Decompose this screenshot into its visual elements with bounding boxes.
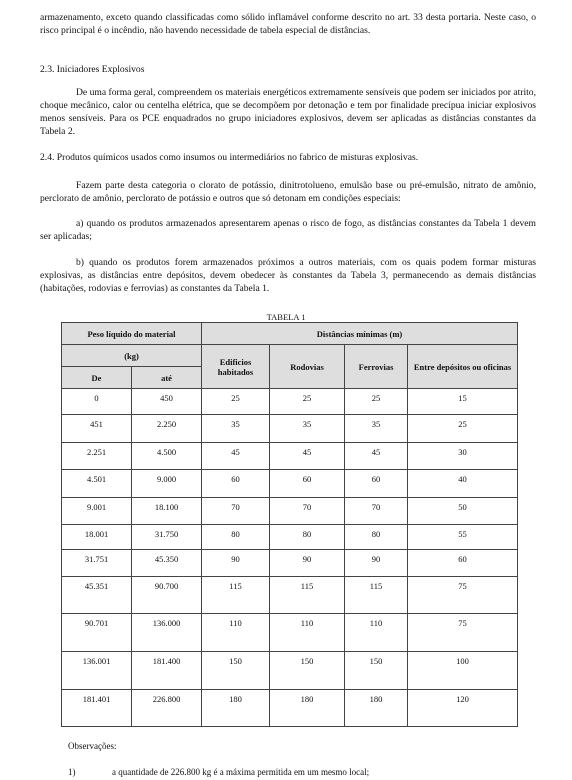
- paragraph-item-b: b) quando os produtos forem armazenados próximos a outros materiais, com os quais podem formar misturas explosivas, as distâncias entre depósitos, devem obedecer às constantes da Tabela 3, permanecendo as demais distâncias (habitações, rodovias e ferrovias) as constantes da Tabela 1.: [40, 257, 536, 294]
- cell-ferrovias: 90: [345, 550, 408, 577]
- table-row: [62, 443, 518, 470]
- paragraph-item-a: a) quando os produtos armazenados apresentarem apenas o risco de fogo, as distâncias constantes da Tabela 1 devem ser aplicadas;: [40, 218, 536, 242]
- cell-ate: 136.000: [132, 614, 202, 652]
- cell-ate: 226.800: [132, 690, 202, 727]
- cell-rodovias: 80: [270, 525, 345, 550]
- cell-rodovias: 70: [270, 498, 345, 525]
- cell-edificios: 25: [202, 389, 270, 415]
- header-unit-kg: (kg): [62, 345, 202, 367]
- cell-entre-depositos: 100: [408, 652, 518, 690]
- cell-ferrovias: 80: [345, 525, 408, 550]
- paragraph-continuation: armazenamento, exceto quando classificadas como sólido inflamável conforme descrito no art. 33 desta portaria. Neste caso, o risco principal é o incêndio, não havendo necessidade de tabela especial de distâncias.: [40, 12, 536, 36]
- cell-rodovias: 90: [270, 550, 345, 577]
- cell-entre-depositos: 75: [408, 577, 518, 614]
- header-ferrovias: Ferrovias: [345, 345, 408, 389]
- cell-rodovias: 60: [270, 470, 345, 498]
- cell-de: 4.501: [62, 470, 132, 498]
- note-item: [68, 767, 548, 777]
- cell-edificios: 150: [202, 652, 270, 690]
- table-row: [62, 577, 518, 614]
- cell-de: 18.001: [62, 525, 132, 550]
- cell-ferrovias: 45: [345, 443, 408, 470]
- cell-entre-depositos: 55: [408, 525, 518, 550]
- cell-ate: 2.250: [132, 415, 202, 443]
- cell-ferrovias: 115: [345, 577, 408, 614]
- cell-edificios: 90: [202, 550, 270, 577]
- cell-de: 45.351: [62, 577, 132, 614]
- cell-entre-depositos: 75: [408, 614, 518, 652]
- cell-edificios: 80: [202, 525, 270, 550]
- header-entre-depositos: Entre depósitos ou oficinas: [408, 345, 518, 389]
- header-peso-liquido: Peso líquido do material: [62, 323, 202, 345]
- cell-ate: 450: [132, 389, 202, 415]
- cell-edificios: 70: [202, 498, 270, 525]
- table-row: [62, 525, 518, 550]
- cell-entre-depositos: 25: [408, 415, 518, 443]
- cell-ate: 31.750: [132, 525, 202, 550]
- cell-rodovias: 45: [270, 443, 345, 470]
- table-row: [62, 498, 518, 525]
- cell-de: 0: [62, 389, 132, 415]
- table-caption: TABELA 1: [266, 312, 306, 322]
- cell-ferrovias: 70: [345, 498, 408, 525]
- table-row: [62, 470, 518, 498]
- cell-edificios: 110: [202, 614, 270, 652]
- cell-entre-depositos: 50: [408, 498, 518, 525]
- cell-ate: 45.350: [132, 550, 202, 577]
- cell-edificios: 45: [202, 443, 270, 470]
- header-ate: até: [132, 367, 202, 389]
- cell-edificios: 180: [202, 690, 270, 727]
- section-heading-2-3: 2.3. Iniciadores Explosivos: [40, 64, 145, 75]
- cell-ate: 181.400: [132, 652, 202, 690]
- observacoes-label: Observações:: [68, 741, 117, 751]
- cell-de: 136.001: [62, 652, 132, 690]
- cell-edificios: 115: [202, 577, 270, 614]
- header-edificios: Edificios habitados: [202, 345, 270, 389]
- cell-rodovias: 180: [270, 690, 345, 727]
- cell-de: 2.251: [62, 443, 132, 470]
- cell-ferrovias: 180: [345, 690, 408, 727]
- cell-ferrovias: 25: [345, 389, 408, 415]
- header-de: De: [62, 367, 132, 389]
- note-text: a quantidade de 226.800 kg é a máxima permitida em um mesmo local;: [112, 767, 370, 777]
- header-rodovias: Rodovias: [270, 345, 345, 389]
- cell-ferrovias: 60: [345, 470, 408, 498]
- table-row: [62, 690, 518, 727]
- cell-entre-depositos: 40: [408, 470, 518, 498]
- cell-rodovias: 110: [270, 614, 345, 652]
- paragraph-produtos-quimicos: Fazem parte desta categoria o clorato de potássio, dinitrotolueno, emulsão base ou pré-emulsão, nitrato de amônio, perclorato de amônio, perclorato de potássio e outros que só detonam em condições especiais:: [40, 180, 536, 204]
- cell-rodovias: 150: [270, 652, 345, 690]
- cell-rodovias: 115: [270, 577, 345, 614]
- cell-edificios: 60: [202, 470, 270, 498]
- cell-entre-depositos: 30: [408, 443, 518, 470]
- cell-de: 31.751: [62, 550, 132, 577]
- cell-rodovias: 35: [270, 415, 345, 443]
- cell-ate: 18.100: [132, 498, 202, 525]
- cell-rodovias: 25: [270, 389, 345, 415]
- cell-ate: 4.500: [132, 443, 202, 470]
- distance-table: [61, 322, 518, 727]
- table-row: [62, 614, 518, 652]
- section-heading-2-4: 2.4. Produtos químicos usados como insumos ou intermediários no fabrico de misturas explosivas.: [40, 152, 419, 163]
- cell-de: 451: [62, 415, 132, 443]
- cell-ferrovias: 110: [345, 614, 408, 652]
- cell-de: 90.701: [62, 614, 132, 652]
- cell-ate: 90.700: [132, 577, 202, 614]
- cell-entre-depositos: 60: [408, 550, 518, 577]
- cell-ate: 9.000: [132, 470, 202, 498]
- note-number: 1): [68, 767, 76, 777]
- paragraph-iniciadores: De uma forma geral, compreendem os materiais energéticos extremamente sensíveis que podem ser iniciados por atrito, choque mecânico, calor ou centelha elétrica, que se decompõem por detonação e tem por finalidade precípua iniciar explosivos menos sensíveis. Para os PCE enquadrados no grupo iniciadores explosivos, devem ser aplicadas as distâncias constantes da Tabela 2.: [40, 87, 536, 137]
- cell-de: 181.401: [62, 690, 132, 727]
- cell-entre-depositos: 15: [408, 389, 518, 415]
- cell-ferrovias: 35: [345, 415, 408, 443]
- table-row: [62, 550, 518, 577]
- cell-entre-depositos: 120: [408, 690, 518, 727]
- table-row: [62, 389, 518, 415]
- cell-edificios: 35: [202, 415, 270, 443]
- table-row: [62, 652, 518, 690]
- cell-de: 9.001: [62, 498, 132, 525]
- cell-ferrovias: 150: [345, 652, 408, 690]
- table-row: [62, 415, 518, 443]
- header-distancias-minimas: Distâncias mínimas (m): [202, 323, 518, 345]
